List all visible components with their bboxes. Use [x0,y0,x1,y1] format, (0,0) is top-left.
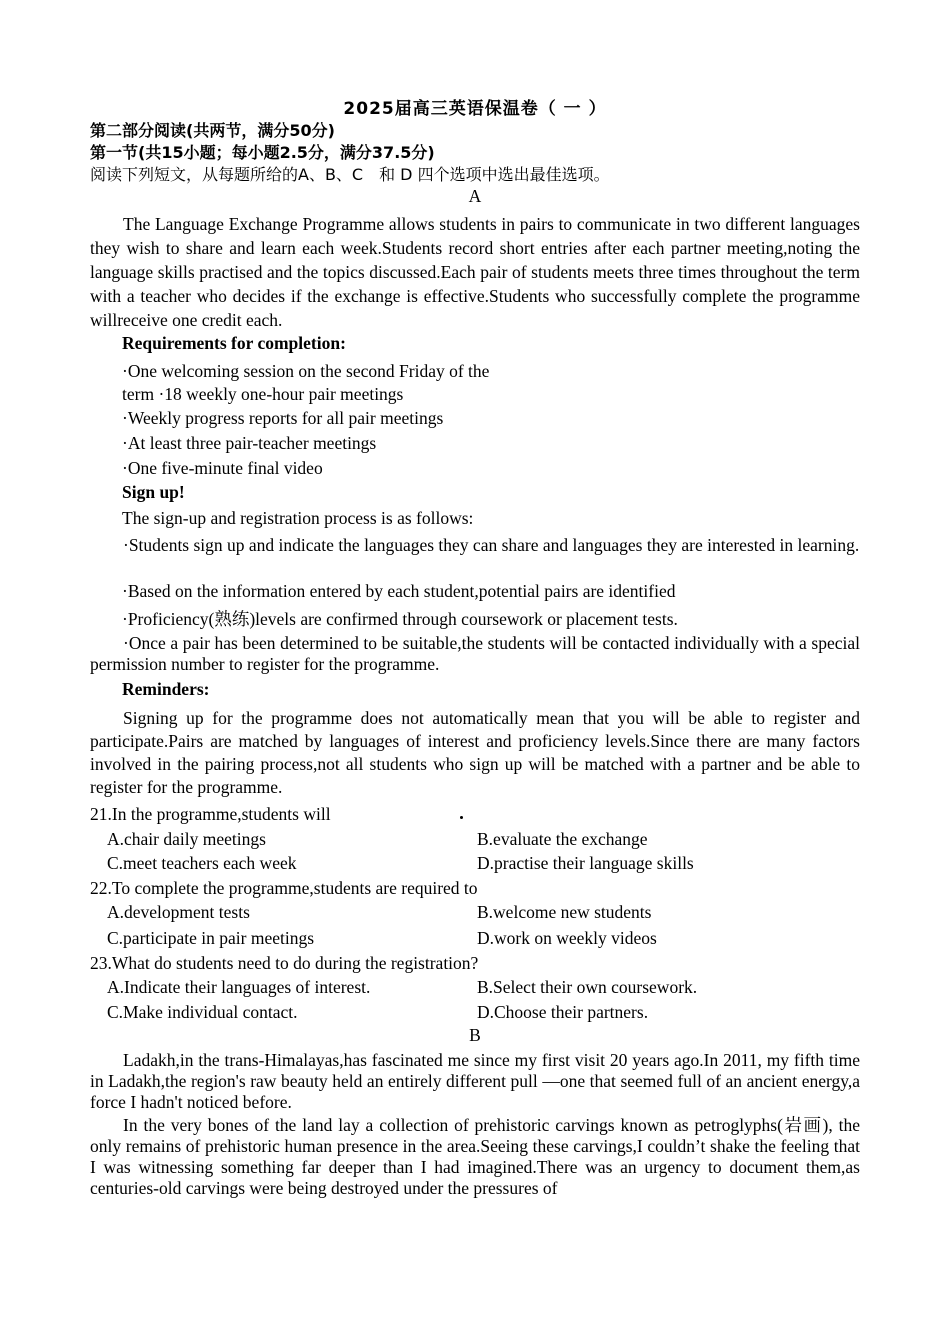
question-stem: 22.To complete the programme,students are required to [90,878,478,898]
stray-dot [460,816,463,819]
question-stem: 23.What do students need to do during the registration? [90,953,479,973]
option-d: D.practise their language skills [477,853,694,873]
passage-b-label: B [469,1025,481,1045]
signup-heading: Sign up! [122,482,185,502]
signup-intro: The sign-up and registration process is as follows: [122,508,474,528]
option-c: C.participate in pair meetings [107,928,315,948]
option-c: C.Make individual contact. [107,1002,298,1022]
instructions: 阅读下列短文，从每题所给的A、B、C 和 D 四个选项中选出最佳选项。 [90,165,610,184]
requirement-item: ·One five-minute final video [122,458,323,478]
option-b: B.Select their own coursework. [477,977,698,997]
signup-step: ·Students sign up and indicate the languages they can share and languages they are interested in learning. [123,535,860,555]
option-d: D.work on weekly videos [477,928,657,948]
requirement-item: ·Weekly progress reports for all pair meetings [122,408,444,428]
requirement-item: ·At least three pair-teacher meetings [122,433,377,453]
exam-title: 2025届高三英语保温卷（ 一 ） [343,99,607,119]
requirements-heading: Requirements for completion: [122,333,346,353]
passage-b-paragraph: In the very bones of the land lay a collection of prehistoric carvings known as petroglyphs(岩画), the only remains of prehistoric human presence in the area.Seeing these carvings,I couldn’t shake the feeling that I was witnessing something far deeper than I had imagined.There was an urgency to document them,as centuries-old carvings were being destroyed under the pressures of [90,1115,860,1198]
signup-step: ·Once a pair has been determined to be suitable,the students will be contacted individually with a special permission number to register for the programme. [90,633,860,674]
option-c: C.meet teachers each week [107,853,297,873]
part-heading: 第二部分阅读(共两节，满分50分) [90,121,335,140]
reminders-text: Signing up for the programme does not automatically mean that you will be able to register and participate.Pairs are matched by languages of interest and proficiency levels.Since there are many factors involved in the pairing process,not all students who sign up will be matched with a partner and be able to register for the programme. [90,708,860,797]
option-a: A.development tests [107,902,250,922]
option-b: B.evaluate the exchange [477,829,648,849]
requirement-item: ·One welcoming session on the second Friday of the [122,361,490,381]
option-b: B.welcome new students [477,902,652,922]
signup-step: ·Proficiency(熟练)levels are confirmed through coursework or placement tests. [122,609,678,629]
option-a: A.chair daily meetings [107,829,266,849]
option-a: A.Indicate their languages of interest. [107,977,371,997]
requirement-item: term ·18 weekly one-hour pair meetings [122,384,404,404]
passage-b-paragraph: Ladakh,in the trans-Himalayas,has fascinated me since my first visit 20 years ago.In 2011, my fifth time in Ladakh,the region's raw beauty held an entirely different pull —one that seemed full of an ancient energy,a force I hadn't noticed before. [90,1050,860,1112]
section-heading: 第一节(共15小题；每小题2.5分，满分37.5分) [90,143,435,162]
signup-step: ·Based on the information entered by each student,potential pairs are identified [122,581,676,601]
passage-a-intro: The Language Exchange Programme allows students in pairs to communicate in two different languages they wish to share and learn each week.Students record short entries after each partner meeting,noting the language skills practised and the topics discussed.Each pair of students meets three times throughout the term with a teacher who decides if the exchange is effective.Students who successfully complete the programme willreceive one credit each. [90,214,860,330]
option-d: D.Choose their partners. [477,1002,649,1022]
reminders-heading: Reminders: [122,679,210,699]
passage-a-label: A [468,186,482,206]
question-stem: 21.In the programme,students will [90,804,331,824]
